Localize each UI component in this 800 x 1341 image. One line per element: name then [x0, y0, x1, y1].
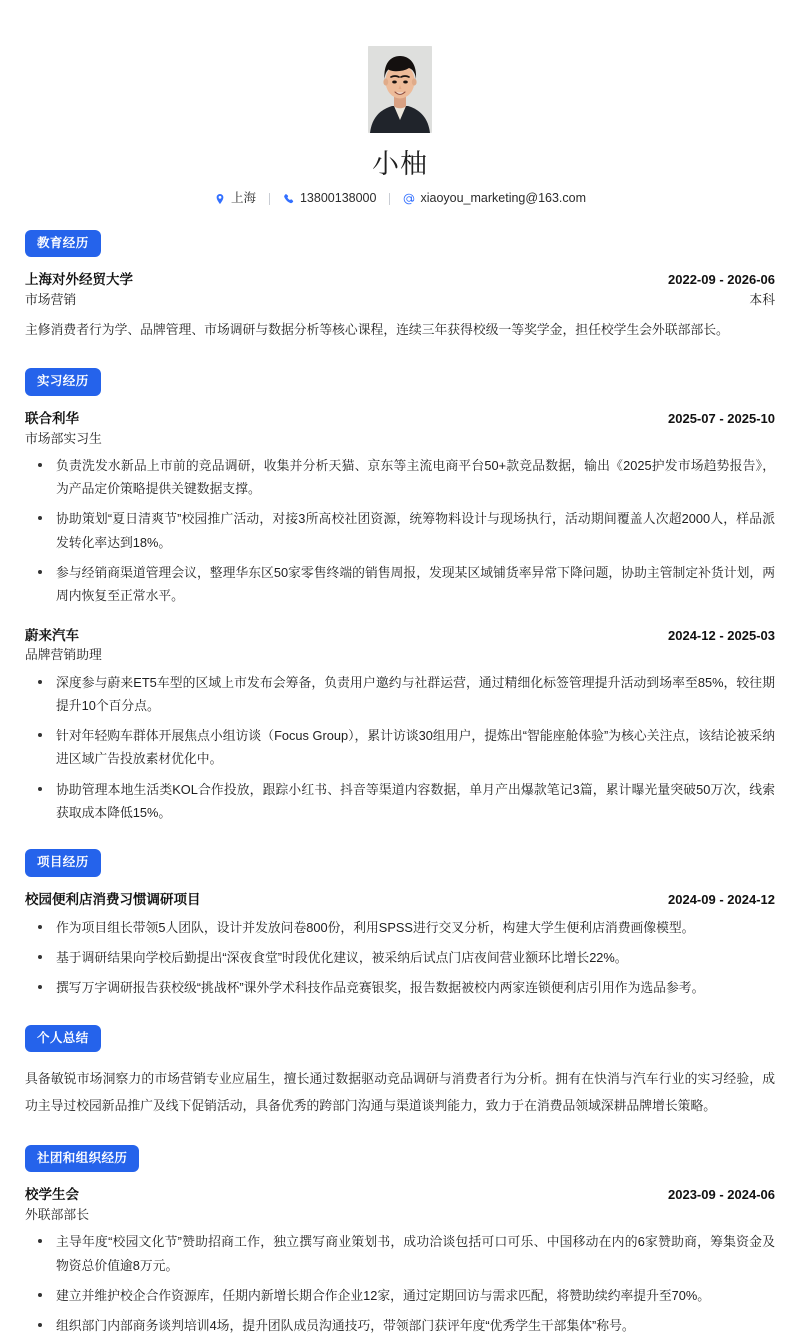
contact-phone	[270, 192, 389, 205]
entry-date: 2023-09 - 2024-06	[668, 1187, 775, 1203]
contact-phone-text: 13800138000	[299, 191, 377, 206]
entry-title: 联合利华	[25, 410, 79, 426]
entry-title-row	[25, 626, 775, 646]
avatar	[368, 46, 432, 133]
entry-project-0	[25, 890, 775, 1000]
contact-email	[390, 192, 586, 205]
list-item: 主导年度“校园文化节”赞助招商工作，独立撰写商业策划书，成功洽谈包括可口可乐、中国移动在内的6家赞助商，筹集资金及物资总价值逾8万元。	[25, 1230, 775, 1277]
entry-title-row	[25, 270, 775, 290]
entry-bullet-list	[25, 1230, 775, 1337]
entry-date: 2024-12 - 2025-03	[668, 627, 775, 643]
location-pin-icon	[214, 193, 226, 205]
list-item: 建立并维护校企合作资源库，任期内新增长期合作企业12家，通过定期回访与需求匹配，将赞助续约率提升至70%。	[25, 1284, 775, 1307]
entry-title: 上海对外经贸大学	[25, 272, 133, 288]
list-item: 撰写万字调研报告获校级“挑战杯”课外学术科技作品竞赛银奖，报告数据被校内两家连锁便利店引用作为选品参考。	[25, 976, 775, 999]
section-badge-education: 教育经历	[25, 230, 101, 258]
contact-location-text: 上海	[230, 191, 256, 206]
entry-bullet-list	[25, 916, 775, 1000]
section-badge-projects: 项目经历	[25, 849, 101, 877]
list-item: 协助管理本地生活类KOL合作投放，跟踪小红书、抖音等渠道内容数据，单月产出爆款笔记3篇，累计曝光量突破50万次，线索获取成本降低15%。	[25, 778, 775, 825]
entry-subtitle: 品牌营销助理	[25, 647, 102, 663]
entry-date: 2024-09 - 2024-12	[668, 891, 775, 907]
entry-education-0	[25, 270, 775, 343]
resume-header	[25, 46, 775, 205]
section-organizations	[25, 1145, 775, 1338]
section-education	[25, 230, 775, 343]
list-item: 负责洗发水新品上市前的竞品调研，收集并分析天猫、京东等主流电商平台50+款竞品数据，输出《2025护发市场趋势报告》，为产品定价策略提供关键数据支撑。	[25, 454, 775, 501]
entry-description: 主修消费者行为学、品牌管理、市场调研与数据分析等核心课程，连续三年获得校级一等奖学金，担任校学生会外联部部长。	[25, 322, 729, 338]
contact-location	[214, 192, 269, 205]
summary-paragraph: 具备敏锐市场洞察力的市场营销专业应届生，擅长通过数据驱动竞品调研与消费者行为分析。拥有在快消与汽车行业的实习经验，成功主导过校园新品推广及线下促销活动，具备优秀的跨部门沟通与渠道谈判能力，致力于在消费品领域深耕品牌增长策略。	[25, 1071, 775, 1113]
entry-sub-row	[25, 290, 775, 309]
entry-title: 校学生会	[25, 1187, 79, 1203]
page-title: 小柚	[372, 149, 428, 179]
list-item: 参与经销商渠道管理会议，整理华东区50家零售终端的销售周报，发现某区域铺货率异常下降问题，协助主管制定补货计划，两周内恢复至正常水平。	[25, 561, 775, 608]
list-item: 基于调研结果向学校后勤提出“深夜食堂”时段优化建议，被采纳后试点门店夜间营业额环比增长22%。	[25, 946, 775, 969]
phone-icon	[283, 193, 295, 205]
email-at-icon	[403, 193, 415, 205]
contact-bar	[214, 192, 586, 205]
entry-title: 校园便利店消费习惯调研项目	[25, 891, 201, 907]
list-item: 作为项目组长带领5人团队，设计并发放问卷800份，利用SPSS进行交叉分析，构建大学生便利店消费画像模型。	[25, 916, 775, 939]
entry-degree: 本科	[749, 292, 775, 308]
section-badge-summary: 个人总结	[25, 1025, 101, 1053]
list-item: 针对年轻购车群体开展焦点小组访谈（Focus Group），累计访谈30组用户，提炼出“智能座舱体验”为核心关注点，该结论被采纳进区域广告投放素材优化中。	[25, 724, 775, 771]
entry-internship-0	[25, 409, 775, 608]
list-item: 协助策划“夏日清爽节”校园推广活动，对接3所高校社团资源，统筹物料设计与现场执行，活动期间覆盖人次超2000人，样品派发转化率达到18%。	[25, 507, 775, 554]
section-projects	[25, 849, 775, 999]
entry-bullet-list	[25, 671, 775, 825]
entry-bullet-list	[25, 454, 775, 608]
entry-date: 2025-07 - 2025-10	[668, 410, 775, 426]
entry-internship-1	[25, 626, 775, 825]
list-item: 组织部门内部商务谈判培训4场，提升团队成员沟通技巧，带领部门获评年度“优秀学生干部集体”称号。	[25, 1314, 775, 1337]
section-internship	[25, 368, 775, 824]
section-badge-internship: 实习经历	[25, 368, 101, 396]
entry-subtitle: 市场部实习生	[25, 430, 102, 446]
entry-title-row	[25, 890, 775, 910]
entry-subtitle: 外联部部长	[25, 1207, 89, 1223]
entry-subtitle: 市场营销	[25, 292, 77, 308]
list-item: 深度参与蔚来ET5车型的区域上市发布会筹备，负责用户邀约与社群运营，通过精细化标签管理提升活动到场率至85%，较往期提升10个百分点。	[25, 671, 775, 718]
entry-date: 2022-09 - 2026-06	[668, 272, 775, 288]
section-summary	[25, 1025, 775, 1120]
entry-organization-0	[25, 1185, 775, 1337]
section-badge-organizations: 社团和组织经历	[25, 1145, 139, 1173]
entry-title-row	[25, 1185, 775, 1205]
entry-title-row	[25, 409, 775, 429]
contact-email-text: xiaoyou_marketing@163.com	[420, 191, 587, 206]
entry-title: 蔚来汽车	[25, 627, 79, 643]
